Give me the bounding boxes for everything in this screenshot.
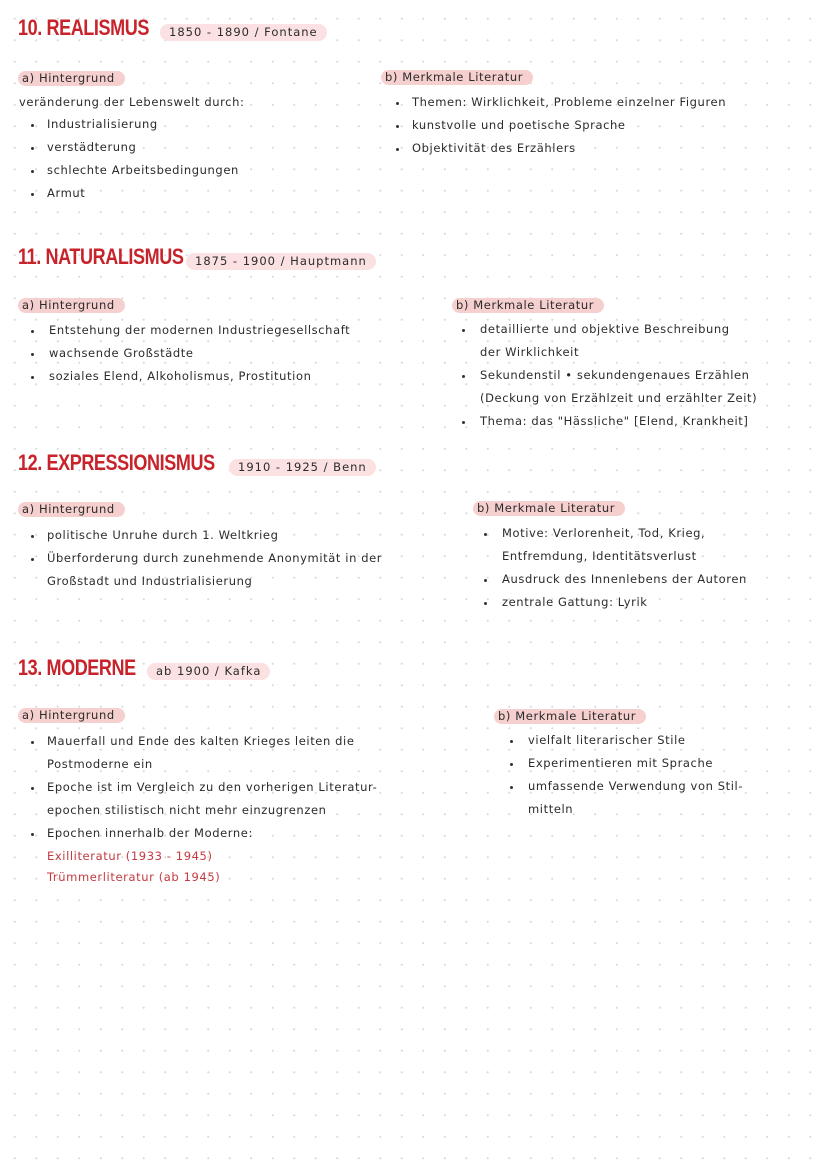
bullet-icon	[510, 740, 513, 743]
bullet-icon	[462, 375, 465, 378]
features-item: Thema: das "Hässliche" [Elend, Krankheit]	[480, 414, 749, 428]
background-intro-realismus: veränderung der Lebenswelt durch:	[19, 95, 245, 109]
background-item: epochen stilistisch nicht mehr einzugrenzen	[47, 803, 327, 817]
features-item: Themen: Wirklichkeit, Probleme einzelner Figuren	[412, 95, 727, 109]
background-heading-expressionismus: a) Hintergrund	[18, 502, 125, 517]
section-meta-realismus: 1850 - 1890 / Fontane	[160, 24, 327, 41]
bullet-icon	[31, 330, 34, 333]
bullet-icon	[31, 353, 34, 356]
section-meta-moderne: ab 1900 / Kafka	[147, 663, 270, 680]
background-item: politische Unruhe durch 1. Weltkrieg	[47, 528, 279, 542]
bullet-icon	[462, 329, 465, 332]
features-item: Objektivität des Erzählers	[412, 141, 576, 155]
background-heading-moderne: a) Hintergrund	[18, 708, 125, 723]
features-item: kunstvolle und poetische Sprache	[412, 118, 626, 132]
bullet-icon	[396, 102, 399, 105]
bullet-icon	[396, 125, 399, 128]
features-heading-moderne: b) Merkmale Literatur	[494, 709, 646, 724]
bullet-icon	[31, 787, 34, 790]
bullet-icon	[31, 741, 34, 744]
features-item: Experimentieren mit Sprache	[528, 756, 714, 770]
bullet-icon	[484, 579, 487, 582]
section-title-expressionismus: 12. EXPRESSIONISMUS	[18, 450, 215, 475]
bullet-icon	[31, 558, 34, 561]
bullet-icon	[31, 124, 34, 127]
features-item: Ausdruck des Innenlebens der Autoren	[502, 572, 747, 586]
section-title-realismus: 10. REALISMUS	[18, 15, 150, 40]
features-item: mitteln	[528, 802, 574, 816]
section-meta-naturalismus: 1875 - 1900 / Hauptmann	[186, 253, 376, 270]
background-item: Armut	[47, 186, 86, 200]
features-heading-realismus: b) Merkmale Literatur	[381, 70, 533, 85]
bullet-icon	[484, 602, 487, 605]
bullet-icon	[484, 533, 487, 536]
features-item: vielfalt literarischer Stile	[528, 733, 686, 747]
bullet-icon	[31, 170, 34, 173]
section-meta-expressionismus: 1910 - 1925 / Benn	[229, 459, 376, 476]
bullet-icon	[396, 148, 399, 151]
background-item: Großstadt und Industrialisierung	[47, 574, 253, 588]
features-item: der Wirklichkeit	[480, 345, 580, 359]
background-item: schlechte Arbeitsbedingungen	[47, 163, 239, 177]
section-title-moderne: 13. MODERNE	[18, 655, 136, 680]
bullet-icon	[31, 147, 34, 150]
features-item: Entfremdung, Identitätsverlust	[502, 549, 697, 563]
background-heading-naturalismus: a) Hintergrund	[18, 298, 125, 313]
background-item-exilliteratur: Exilliteratur (1933 - 1945)	[47, 849, 213, 863]
features-heading-naturalismus: b) Merkmale Literatur	[452, 298, 604, 313]
bullet-icon	[462, 421, 465, 424]
features-item: zentrale Gattung: Lyrik	[502, 595, 648, 609]
background-item: soziales Elend, Alkoholismus, Prostitution	[49, 369, 312, 383]
bullet-icon	[31, 535, 34, 538]
features-item: umfassende Verwendung von Stil-	[528, 779, 744, 793]
features-item: detaillierte und objektive Beschreibung	[480, 322, 730, 336]
background-item: Mauerfall und Ende des kalten Krieges leiten die	[47, 734, 355, 748]
background-item-truemmerliteratur: Trümmerliteratur (ab 1945)	[47, 870, 221, 884]
features-item: Sekundenstil • sekundengenaues Erzählen	[480, 368, 750, 382]
bullet-icon	[31, 833, 34, 836]
background-item: wachsende Großstädte	[49, 346, 194, 360]
section-title-naturalismus: 11. NATURALISMUS	[18, 244, 184, 269]
features-heading-expressionismus: b) Merkmale Literatur	[473, 501, 625, 516]
bullet-icon	[510, 786, 513, 789]
background-item: Epochen innerhalb der Moderne:	[47, 826, 253, 840]
background-item: Industrialisierung	[47, 117, 158, 131]
bullet-icon	[31, 193, 34, 196]
bullet-icon	[510, 763, 513, 766]
background-item: verstädterung	[47, 140, 137, 154]
background-item: Entstehung der modernen Industriegesellschaft	[49, 323, 351, 337]
background-item: Überforderung durch zunehmende Anonymität in der	[47, 551, 383, 565]
background-heading-realismus: a) Hintergrund	[18, 71, 125, 86]
background-item: Epoche ist im Vergleich zu den vorherigen Literatur-	[47, 780, 378, 794]
bullet-icon	[31, 376, 34, 379]
features-item: Motive: Verlorenheit, Tod, Krieg,	[502, 526, 706, 540]
features-item: (Deckung von Erzählzeit und erzählter Zeit)	[480, 391, 758, 405]
background-item: Postmoderne ein	[47, 757, 153, 771]
